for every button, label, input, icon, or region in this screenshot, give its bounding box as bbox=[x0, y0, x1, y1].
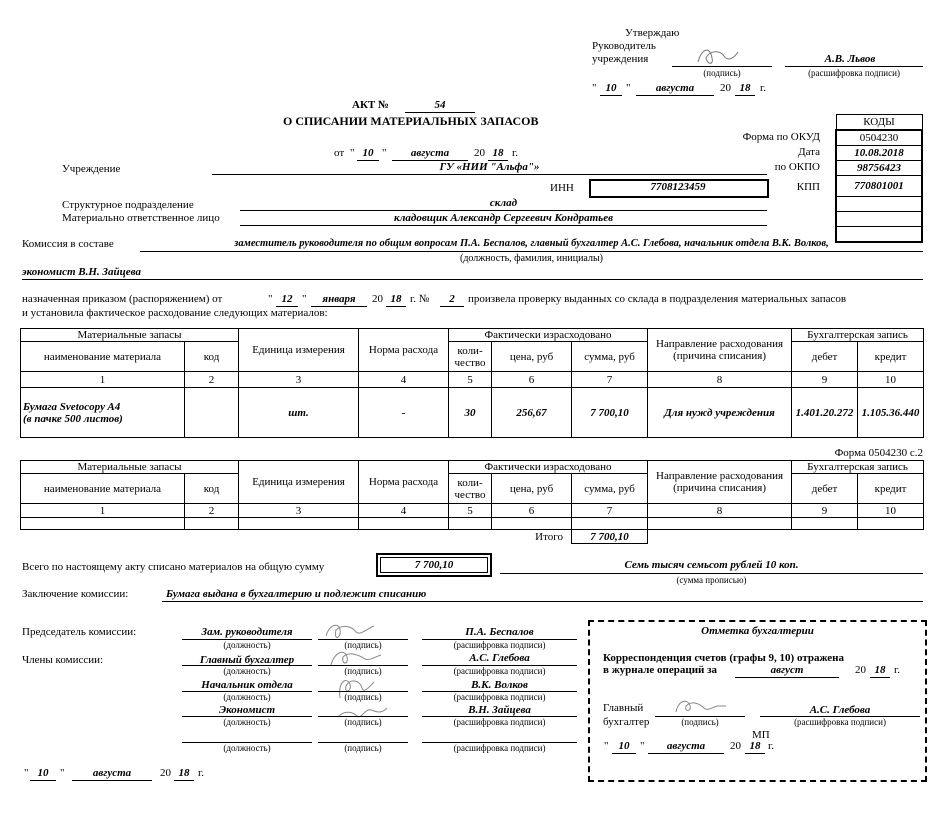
th-credit: кредит bbox=[858, 474, 924, 504]
head-label-1: Руководитель bbox=[592, 40, 656, 52]
th-name: наименование материала bbox=[21, 342, 185, 372]
kpp-value: 770801001 bbox=[836, 176, 922, 197]
decoding-caption: (расшифровка подписи) bbox=[453, 640, 546, 650]
row-sum: 7 700,10 bbox=[572, 388, 648, 438]
th-debit: дебет bbox=[792, 342, 858, 372]
accounting-date-year: 18 bbox=[749, 740, 761, 752]
col-num: 7 bbox=[572, 504, 648, 518]
chief-decoding-caption: (расшифровка подписи) bbox=[794, 717, 886, 727]
position-caption: (должность) bbox=[223, 743, 271, 753]
col-num: 9 bbox=[792, 372, 858, 388]
th-sum: сумма, руб bbox=[572, 342, 648, 372]
okud-label: Форма по ОКУД bbox=[742, 131, 820, 143]
row-price: 256,67 bbox=[492, 388, 572, 438]
accounting-year-prefix: 20 bbox=[855, 664, 866, 676]
table-row bbox=[21, 388, 924, 438]
member2-position: Начальник отдела bbox=[201, 679, 293, 691]
row-unit: шт. bbox=[239, 388, 359, 438]
order-line-2: и установила фактическое расходование следующих материалов: bbox=[22, 307, 328, 319]
commission-members-2: экономист В.Н. Зайцева bbox=[22, 266, 141, 278]
order-year: 18 bbox=[390, 293, 402, 305]
th-direction: Направление расходования (причина списания) bbox=[648, 329, 792, 372]
chair-position: Зам. руководителя bbox=[201, 626, 293, 638]
decoding-caption: (расшифровка подписи) bbox=[453, 717, 546, 727]
division-value: склад bbox=[489, 197, 518, 209]
th-code: код bbox=[185, 342, 239, 372]
position-caption: (должность) bbox=[223, 640, 271, 650]
summary-amount-caption: (сумма прописью) bbox=[676, 575, 747, 585]
responsible-label: Материально ответственное лицо bbox=[62, 212, 220, 224]
accounting-mark-title: Отметка бухгалтерии bbox=[701, 625, 814, 637]
accounting-year-suffix: г. bbox=[894, 664, 901, 676]
inn-label: ИНН bbox=[550, 182, 574, 194]
table-row bbox=[21, 518, 924, 530]
act-year-suffix: г. bbox=[512, 147, 519, 159]
stamp-place-label: МП bbox=[752, 729, 770, 741]
th-unit: Единица измерения bbox=[239, 461, 359, 504]
order-day: 12 bbox=[281, 293, 293, 305]
accounting-line-2: в журнале операций за bbox=[603, 664, 718, 676]
order-month: января bbox=[322, 293, 356, 305]
act-date-from: от bbox=[334, 147, 345, 159]
th-name: наименование материала bbox=[21, 474, 185, 504]
director-signature bbox=[690, 44, 742, 68]
okud-value: 0504230 bbox=[836, 130, 922, 146]
row-debit: 1.401.20.272 bbox=[792, 388, 858, 438]
act-year-prefix: 20 bbox=[474, 147, 485, 159]
bottom-year: 18 bbox=[178, 767, 190, 779]
signature-caption: (подпись) bbox=[344, 640, 382, 650]
act-year: 18 bbox=[492, 147, 504, 159]
accounting-month: август bbox=[770, 664, 804, 676]
member2-name: В.К. Волков bbox=[471, 679, 528, 691]
signature-caption: (подпись) bbox=[344, 743, 382, 753]
act-form-page: Утверждаю Руководитель учреждения А.В. Львов (подпись) (расшифровка подписи) " 10 " августа 20 18 г. АКТ № 54 О СПИСАНИИ МАТЕРИАЛЬНЫХ ЗАПАСОВ от " 10 " августа 20 18 г. Форма по ОКУД Дата по ОКПО КПП КОДЫ 0504230 10.08.2018 98756423 770801001 Учреждение ГУ «НИИ "Альфа"» ИНН 7708123459 Структурное подразделение склад Материально ответственное лицо кладовщик Александр Сергеевич Кондратьев Комиссия в составе заместитель руководителя по общим вопросам П.А. Беспалов, главный бухгалтер А.С. Глебова, начальник отдела В.К. Волков, (должность, фамилия, инициалы) экономист В.Н. Зайцева назначенная приказом (распоряжением) от " 12 " января 20 18 г. № 2 произвела проверку выданных со склада в подразделения материальных запасов и установила фактическое расходование следующих материалов: Материальные запасы Единица измерения Норма расхода Фактически израсходовано Направление расходования (причина списания) Бухгалтерская запись наименование материала код коли-чество цена, руб сумма, руб дебет кредит 1 2 3 4 5 6 7 8 9 10 Бумага Svetocopy A4 (в пачке 500 листов) шт. - 30 256,67 7 700,10 Для нужд учреждения 1.401.20.272 1.105.36.440 Форма 0504230 с.2 Материальные запасы Единица измерения Норма расхода Фактически израсходовано Направление расходования (причина списания) Бухгалтерская запись наименование материала код коли-чество цена, руб сумма, руб дебет кредит 1 2 3 4 5 6 7 8 9 10 Итого 7 700,10 Всего по настоящему акту списано материалов на общую сумму 7 700,10 Семь тысяч семьсот рублей 10 коп. (сумма прописью) Заключение комиссии: Бумага выдана в бухгалтерию и подлежит списанию Председатель комиссии: Члены комиссии: Зам. руководителя (должность) (подпись) П.А. Беспалов (расшифровка подписи) Главный бухгалтер (должность) (подпись) А.С. Глебова (расшифровка подписи) Начальник отдела (должность) (подпись) В.К. Волков (расшифровка подписи) Экономист (должность) (подпись) В.Н. Зайцева (расшифровка подписи) (должность) (подпись) (расшифровка подписи) " 10 " августа 20 18 г. Отметка бухгалтерии Корреспонденция счетов (графы 9, 10) отражена в журнале операций за август 20 18 г. Главный бухгалтер (подпись) А.С. Глебова (расшифровка подписи) МП " 10 " августа 20 18 г. bbox=[0, 0, 945, 815]
director-name: А.В. Львов bbox=[824, 53, 876, 65]
approve-label: Утверждаю bbox=[625, 27, 680, 39]
row-name: Бумага Svetocopy A4 (в пачке 500 листов) bbox=[21, 388, 185, 438]
act-number-label: АКТ № bbox=[352, 99, 390, 111]
chief-signature bbox=[670, 694, 730, 718]
col-num: 6 bbox=[492, 372, 572, 388]
row-code bbox=[185, 388, 239, 438]
act-day: 10 bbox=[362, 147, 374, 159]
signature-caption: (подпись) bbox=[344, 666, 382, 676]
order-number: 2 bbox=[449, 293, 455, 305]
th-norm: Норма расхода bbox=[359, 461, 449, 504]
col-num: 2 bbox=[185, 504, 239, 518]
summary-amount: 7 700,10 bbox=[414, 559, 454, 571]
approval-month: августа bbox=[655, 82, 695, 94]
codes-header: КОДЫ bbox=[836, 115, 922, 131]
order-prefix: назначенная приказом (распоряжением) от bbox=[22, 293, 223, 305]
chief-label-1: Главный bbox=[603, 702, 644, 714]
th-actual: Фактически израсходовано bbox=[449, 461, 648, 474]
col-num: 9 bbox=[792, 504, 858, 518]
th-actual: Фактически израсходовано bbox=[449, 329, 648, 342]
th-qty: коли-чество bbox=[449, 342, 492, 372]
row-direction: Для нужд учреждения bbox=[648, 388, 792, 438]
chief-signature-caption: (подпись) bbox=[681, 717, 719, 727]
accounting-date-year-prefix: 20 bbox=[730, 740, 741, 752]
bottom-month: августа bbox=[92, 767, 132, 779]
signature-caption: (подпись) bbox=[344, 692, 382, 702]
chair-name: П.А. Беспалов bbox=[465, 626, 534, 638]
bottom-year-suffix: г. bbox=[198, 767, 205, 779]
commission-members-caption: (должность, фамилия, инициалы) bbox=[459, 253, 604, 264]
member1-name: А.С. Глебова bbox=[469, 652, 530, 664]
bottom-day: 10 bbox=[37, 767, 49, 779]
th-accounting: Бухгалтерская запись bbox=[792, 329, 924, 342]
position-caption: (должность) bbox=[223, 692, 271, 702]
col-num: 7 bbox=[572, 372, 648, 388]
conclusion-value: Бумага выдана в бухгалтерию и подлежит списанию bbox=[166, 588, 427, 600]
institution-label: Учреждение bbox=[62, 163, 121, 175]
total-value: 7 700,10 bbox=[572, 530, 648, 544]
th-qty: коли-чество bbox=[449, 474, 492, 504]
okpo-label: по ОКПО bbox=[774, 161, 820, 173]
th-sum: сумма, руб bbox=[572, 474, 648, 504]
col-num: 8 bbox=[648, 504, 792, 518]
commission-members: заместитель руководителя по общим вопросам П.А. Беспалов, главный бухгалтер А.С. Глебова, начальник отдела В.К. Волков, bbox=[234, 238, 829, 249]
col-num: 10 bbox=[858, 504, 924, 518]
col-num: 6 bbox=[492, 504, 572, 518]
act-month: августа bbox=[410, 147, 450, 159]
decoding-caption: (расшифровка подписи) bbox=[453, 692, 546, 702]
col-num: 3 bbox=[239, 504, 359, 518]
position-caption: (должность) bbox=[223, 717, 271, 727]
summary-label: Всего по настоящему акту списано материалов на общую сумму bbox=[22, 561, 325, 573]
order-no-label: г. № bbox=[410, 293, 430, 305]
order-year-prefix: 20 bbox=[372, 293, 383, 305]
th-direction: Направление расходования (причина списания) bbox=[648, 461, 792, 504]
member3-position: Экономист bbox=[218, 704, 276, 716]
materials-table-page-2 bbox=[20, 460, 924, 544]
member3-name: В.Н. Зайцева bbox=[468, 704, 531, 716]
codes-table bbox=[835, 114, 923, 243]
approval-year-suffix: г. bbox=[760, 82, 767, 94]
act-number: 54 bbox=[434, 99, 446, 111]
okpo-value: 98756423 bbox=[836, 161, 922, 176]
conclusion-label: Заключение комиссии: bbox=[22, 588, 129, 600]
th-norm: Норма расхода bbox=[359, 329, 449, 372]
th-code: код bbox=[185, 474, 239, 504]
th-credit: кредит bbox=[858, 342, 924, 372]
accounting-date-day: 10 bbox=[618, 740, 630, 752]
th-materials: Материальные запасы bbox=[21, 461, 239, 474]
act-title: О СПИСАНИИ МАТЕРИАЛЬНЫХ ЗАПАСОВ bbox=[283, 114, 539, 128]
accounting-line-1: Корреспонденция счетов (графы 9, 10) отражена bbox=[603, 652, 845, 664]
decoding-caption: (расшифровка подписи) bbox=[453, 666, 546, 676]
position-caption: (должность) bbox=[223, 666, 271, 676]
approval-day: 10 bbox=[605, 82, 617, 94]
accounting-date-month: августа bbox=[666, 740, 706, 752]
total-label: Итого bbox=[535, 530, 564, 543]
col-num: 3 bbox=[239, 372, 359, 388]
th-materials: Материальные запасы bbox=[21, 329, 239, 342]
th-accounting: Бухгалтерская запись bbox=[792, 461, 924, 474]
kpp-label: КПП bbox=[796, 181, 820, 193]
director-signature-caption: (подпись) bbox=[703, 68, 741, 78]
chair-label: Председатель комиссии: bbox=[22, 626, 137, 638]
materials-table bbox=[20, 328, 924, 438]
col-num: 5 bbox=[449, 372, 492, 388]
members-label: Члены комиссии: bbox=[22, 654, 104, 666]
date-value: 10.08.2018 bbox=[836, 146, 922, 161]
col-num: 1 bbox=[21, 504, 185, 518]
signature-caption: (подпись) bbox=[344, 717, 382, 727]
institution-value: ГУ «НИИ "Альфа"» bbox=[439, 161, 540, 173]
decoding-caption: (расшифровка подписи) bbox=[453, 743, 546, 753]
th-debit: дебет bbox=[792, 474, 858, 504]
director-decoding-caption: (расшифровка подписи) bbox=[808, 68, 900, 78]
th-price: цена, руб bbox=[492, 474, 572, 504]
member1-position: Главный бухгалтер bbox=[199, 654, 295, 666]
commission-label: Комиссия в составе bbox=[22, 238, 114, 250]
accounting-mark-box bbox=[588, 620, 927, 782]
chief-label-2: бухгалтер bbox=[603, 716, 650, 728]
bottom-year-prefix: 20 bbox=[160, 767, 171, 779]
row-credit: 1.105.36.440 bbox=[858, 388, 924, 438]
division-label: Структурное подразделение bbox=[62, 199, 194, 211]
col-num: 5 bbox=[449, 504, 492, 518]
page-2-label: Форма 0504230 с.2 bbox=[834, 447, 923, 459]
th-unit: Единица измерения bbox=[239, 329, 359, 372]
approval-year-prefix: 20 bbox=[720, 82, 731, 94]
row-qty: 30 bbox=[449, 388, 492, 438]
date-code-label: Дата bbox=[798, 146, 820, 158]
col-num: 4 bbox=[359, 504, 449, 518]
chief-name: А.С. Глебова bbox=[809, 704, 871, 716]
head-label-2: учреждения bbox=[592, 53, 649, 65]
col-num: 10 bbox=[858, 372, 924, 388]
col-num: 4 bbox=[359, 372, 449, 388]
responsible-value: кладовщик Александр Сергеевич Кондратьев bbox=[393, 212, 613, 224]
summary-amount-words: Семь тысяч семьсот рублей 10 коп. bbox=[624, 559, 799, 571]
col-num: 1 bbox=[21, 372, 185, 388]
inn-value: 7708123459 bbox=[650, 181, 706, 193]
order-suffix: произвела проверку выданных со склада в подразделения материальных запасов bbox=[468, 293, 847, 305]
approval-year: 18 bbox=[739, 82, 751, 94]
accounting-date-suffix: г. bbox=[768, 740, 775, 752]
col-num: 2 bbox=[185, 372, 239, 388]
th-price: цена, руб bbox=[492, 342, 572, 372]
col-num: 8 bbox=[648, 372, 792, 388]
accounting-year: 18 bbox=[874, 664, 886, 676]
row-norm: - bbox=[359, 388, 449, 438]
